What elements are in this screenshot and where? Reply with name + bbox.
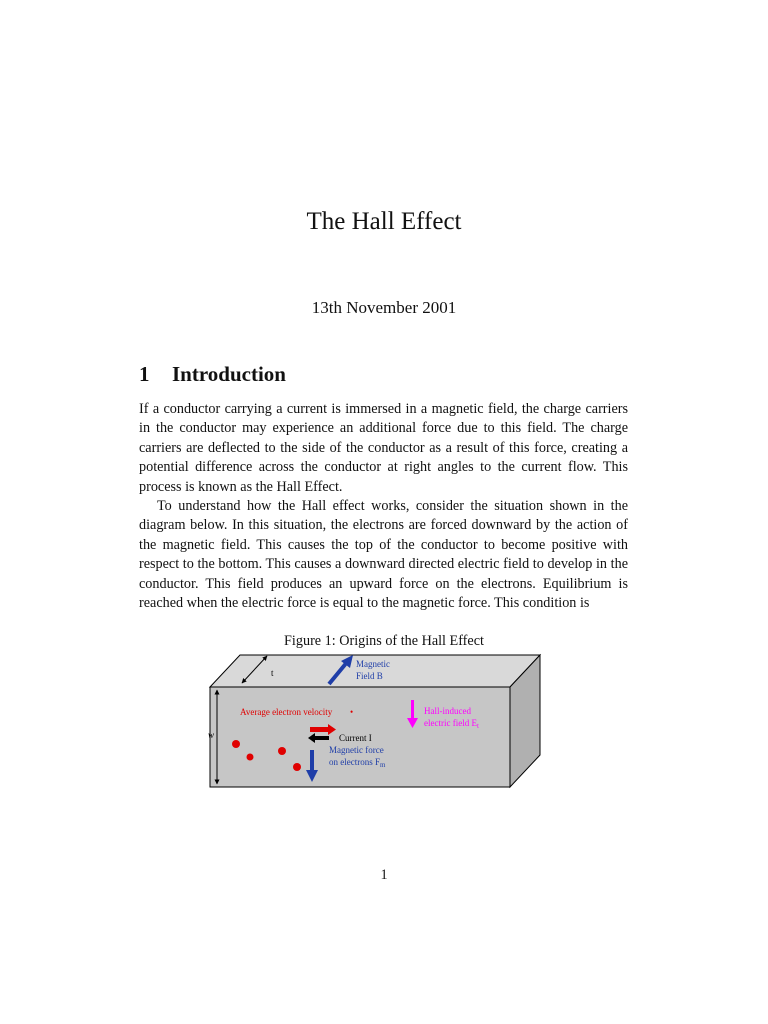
current-label: Current I xyxy=(339,733,372,743)
paragraph: If a conductor carrying a current is immersed in a magnetic field, the charge carriers in the conductor may experience an additional force due to this field. The charge carriers are deflected to the side of the conductor as a result of this force, creating a potential difference across the conductor at right angles to the current flow. This process is known as the Hall Effect. xyxy=(139,401,628,495)
electron-velocity-label: Average electron velocity xyxy=(240,707,333,717)
section-number: 1 xyxy=(139,362,150,386)
section-heading xyxy=(139,362,286,387)
velocity-arrow-body xyxy=(310,727,328,732)
hall-field-label-line1: Hall-induced xyxy=(424,706,471,716)
thickness-label: t xyxy=(271,668,274,678)
electron-dot xyxy=(247,754,254,761)
body-text xyxy=(139,400,628,613)
hall-field-label-text: electric field E xyxy=(424,718,477,728)
paper-title: The Hall Effect xyxy=(306,208,462,235)
hall-effect-diagram xyxy=(205,652,547,794)
hall-field-arrow-body xyxy=(411,700,414,718)
magnetic-force-subscript: m xyxy=(380,761,386,769)
width-label: w xyxy=(208,730,215,740)
hall-field-subscript: t xyxy=(476,722,479,730)
magnetic-force-label-line1: Magnetic force xyxy=(329,745,384,755)
figure-caption: Figure 1: Origins of the Hall Effect xyxy=(284,633,484,649)
force-arrow-body xyxy=(310,750,314,770)
magnetic-field-label-line1: Magnetic xyxy=(356,659,390,669)
section-title: Introduction xyxy=(172,362,286,386)
electron-dot xyxy=(293,763,301,771)
page-number: 1 xyxy=(380,867,388,883)
magnetic-force-label-text: on electrons F xyxy=(329,757,380,767)
current-arrow-body xyxy=(315,736,329,740)
velocity-dot-icon: • xyxy=(350,707,354,717)
electron-dot xyxy=(232,740,240,748)
electron-dot xyxy=(278,747,286,755)
paper-date: 13th November 2001 xyxy=(311,298,457,317)
magnetic-field-label-line2: Field B xyxy=(356,671,383,681)
paragraph: To understand how the Hall effect works, consider the situation shown in the diagram below. In this situation, the electrons are forced downward by the action of the magnetic field. This causes the top of the conductor to become positive with respect to the bottom. This causes a downward directed electric field to develop in the conductor. This field produces an upward force on the electrons. Equilibrium is reached when the electric force is equal to the magnetic force. This condition is xyxy=(139,498,628,612)
